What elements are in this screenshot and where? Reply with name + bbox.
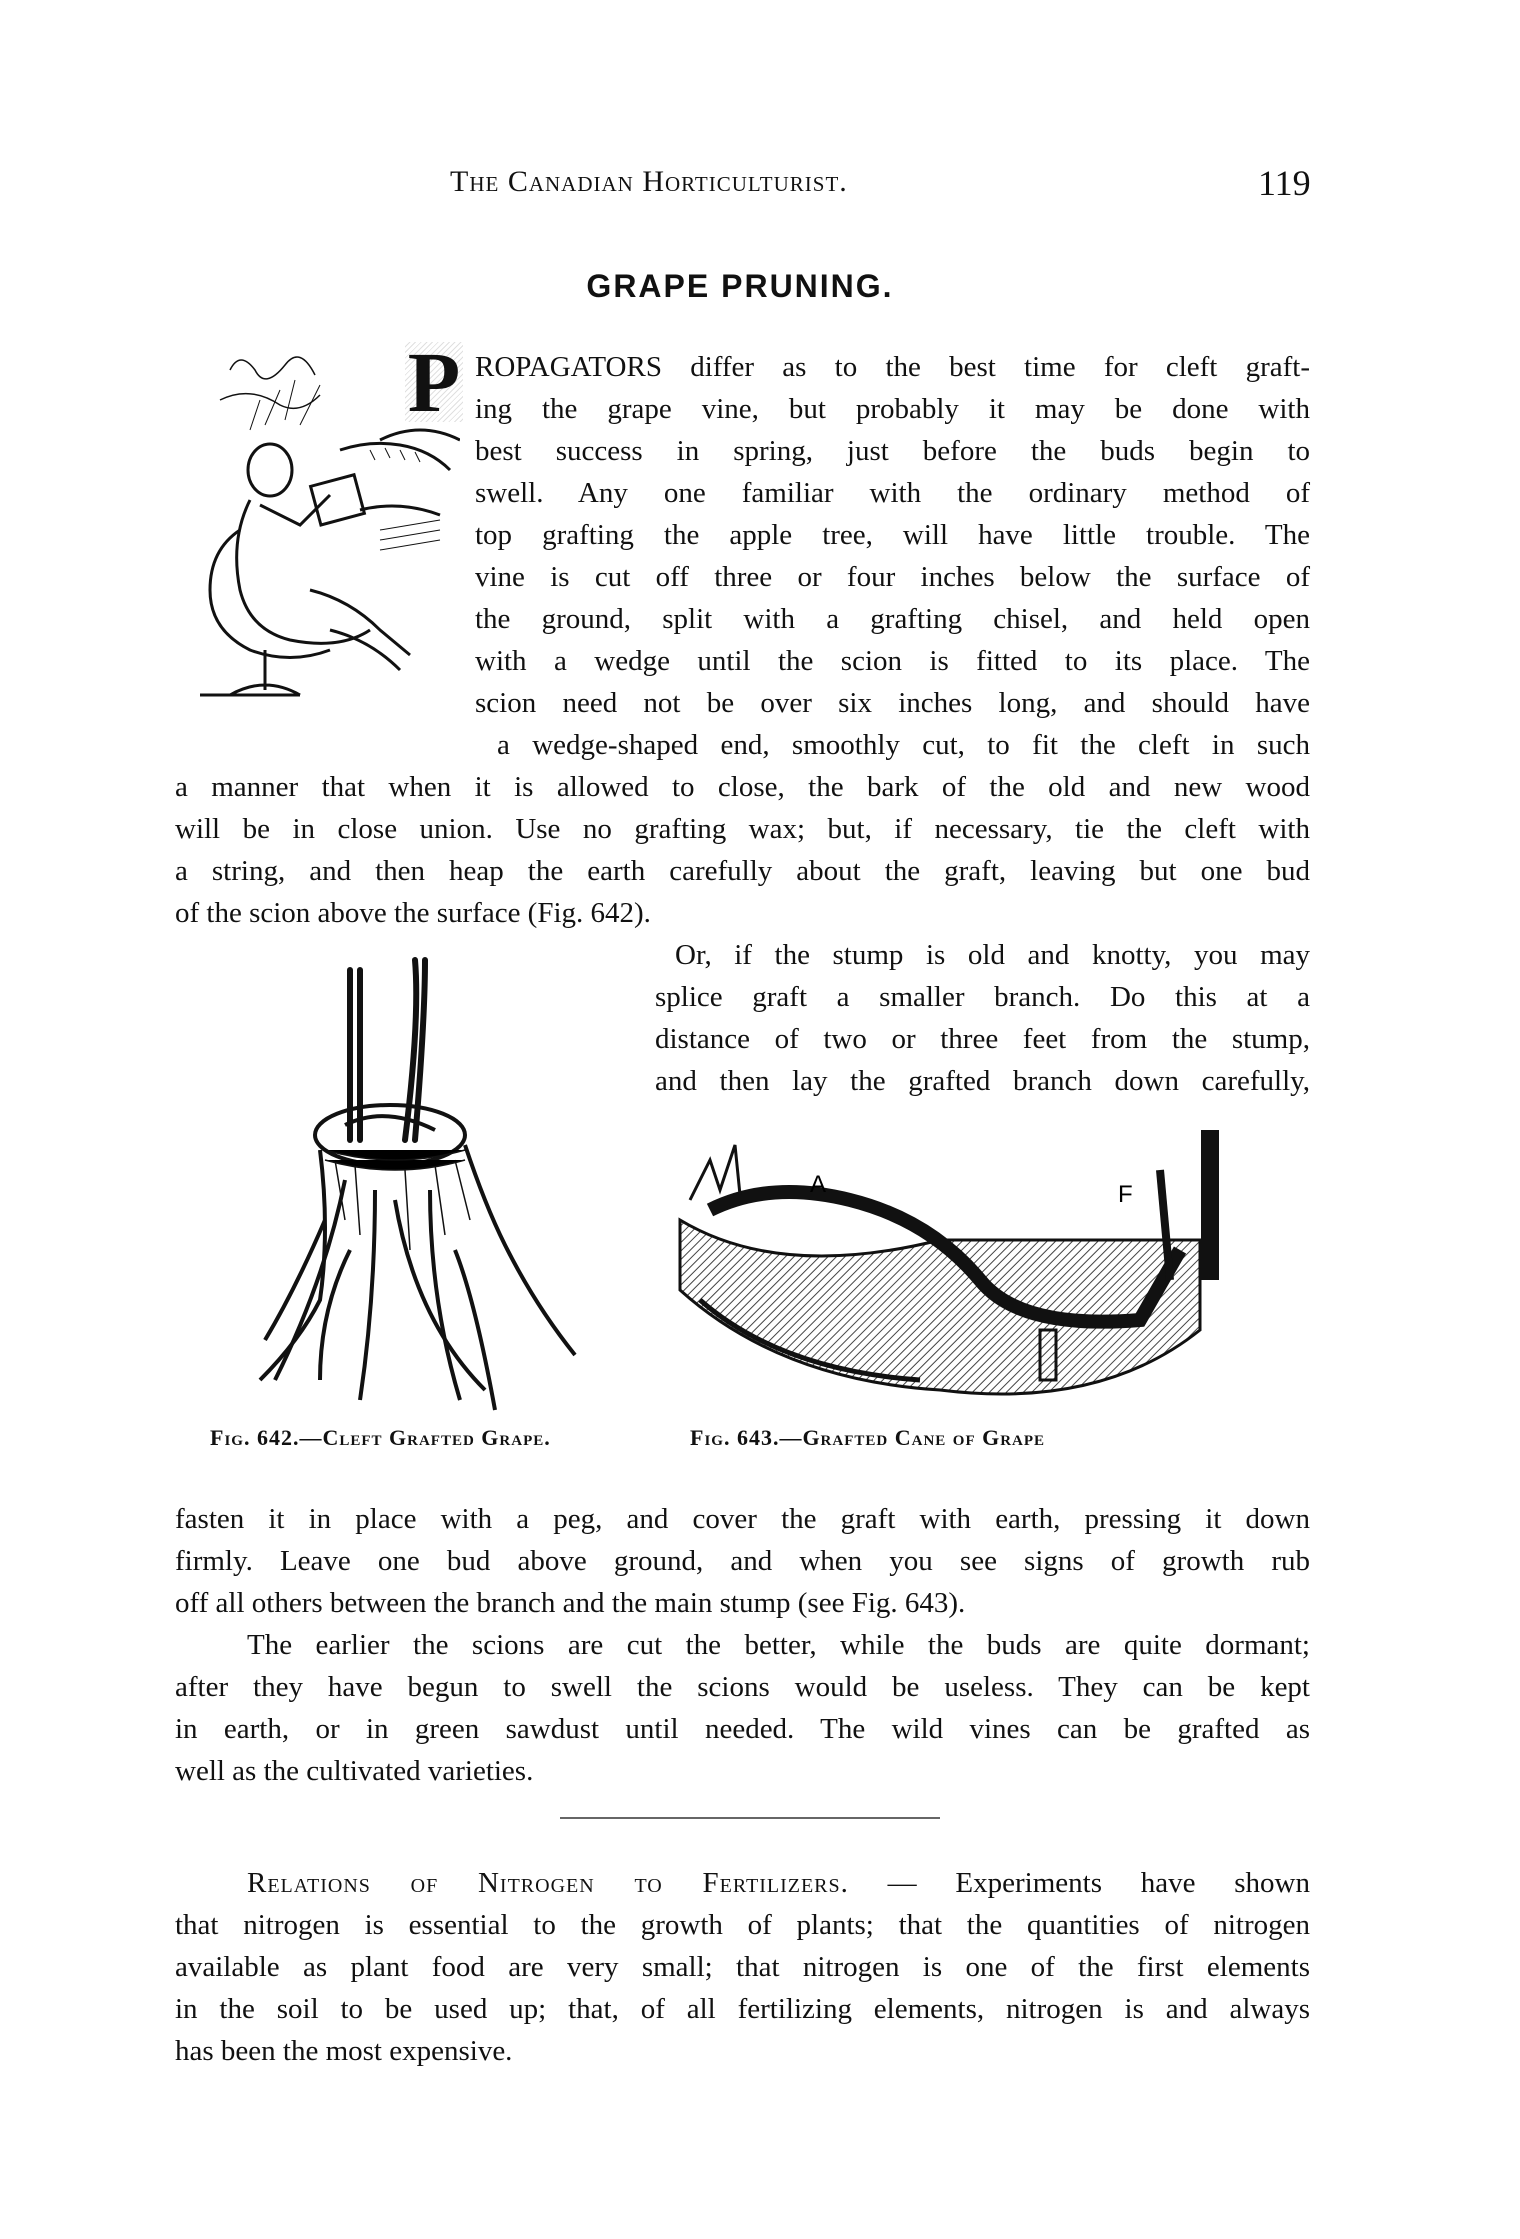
text-line: distance of two or three feet from the stump, — [655, 1023, 1310, 1055]
text-line: a string, and then heap the earth carefully about the graft, leaving but one bud — [175, 855, 1310, 887]
paragraph-4 — [175, 1624, 1310, 1792]
figure-label-f: F — [1118, 1181, 1133, 1208]
fig-643-caption: Fig. 643.—Grafted Cane of Grape — [690, 1425, 1046, 1450]
text-line — [175, 1862, 1310, 1904]
running-head: The Canadian Horticulturist. — [450, 165, 848, 198]
text-line: Or, if the stump is old and knotty, you may — [675, 939, 1310, 971]
text-line: with a wedge until the scion is fitted to its place. The — [475, 645, 1310, 677]
text-line: fasten it in place with a peg, and cover the graft with earth, pressing it down — [175, 1503, 1310, 1535]
figure-label-a: A — [810, 1171, 827, 1198]
paragraph-3 — [175, 1498, 1310, 1624]
paragraph-1-full — [175, 766, 1310, 934]
paragraph-2 — [655, 934, 1310, 1102]
text-line: vine is cut off three or four inches below the surface of — [475, 561, 1310, 593]
text-line: will be in close union. Use no grafting wax; but, if necessary, tie the cleft with — [175, 813, 1310, 845]
text-line: best success in spring, just before the buds begin to — [475, 435, 1310, 467]
fig-642-caption: Fig. 642.—Cleft Grafted Grape. — [210, 1425, 551, 1450]
text-line: well as the cultivated varieties. — [175, 1755, 534, 1787]
section-separator — [560, 1817, 940, 1819]
text-line: splice graft a smaller branch. Do this at a — [655, 981, 1310, 1013]
text-line: available as plant food are very small; that nitrogen is one of the first elements — [175, 1951, 1310, 1983]
paragraph-1-indented — [475, 346, 1310, 724]
text-line: scion need not be over six inches long, and should have — [475, 687, 1310, 719]
grafted-cane-figure — [670, 1100, 1250, 1420]
paragraph-1-indented-last — [497, 724, 1310, 766]
text-line: in earth, or in green sawdust until needed. The wild vines can be grafted as — [175, 1713, 1310, 1745]
text-line: a manner that when it is allowed to close, the bark of the old and new wood — [175, 771, 1310, 803]
article-title: GRAPE PRUNING. — [586, 268, 894, 304]
page-number: 119 — [1258, 163, 1311, 203]
text-line: the ground, split with a grafting chisel, and held open — [475, 603, 1310, 635]
text-line: after they have begun to swell the scions would be useless. They can be kept — [175, 1671, 1310, 1703]
text-line: of the scion above the surface (Fig. 642). — [175, 897, 651, 929]
text-line: firmly. Leave one bud above ground, and when you see signs of growth rub — [175, 1545, 1310, 1577]
section-heading: Relations of Nitrogen to Fertilizers. — [247, 1867, 849, 1899]
text-line: The earlier the scions are cut the better, while the buds are quite dormant; — [247, 1629, 1310, 1661]
drop-cap-letter: P — [405, 342, 463, 422]
text-line: a wedge-shaped end, smoothly cut, to fit the cleft in such — [497, 729, 1310, 761]
text-line: off all others between the branch and the main stump (see Fig. 643). — [175, 1587, 966, 1619]
text-line: that nitrogen is essential to the growth of plants; that the quantities of nitrogen — [175, 1909, 1310, 1941]
text-line: top grafting the apple tree, will have little trouble. The — [475, 519, 1310, 551]
text-line: in the soil to be used up; that, of all fertilizing elements, nitrogen is and always — [175, 1993, 1310, 2025]
nitrogen-paragraph — [175, 1862, 1310, 2072]
text-line: and then lay the grafted branch down carefully, — [655, 1065, 1310, 1097]
heading-continuation: — Experiments have shown — [887, 1867, 1311, 1899]
text-line: swell. Any one familiar with the ordinary method of — [475, 477, 1310, 509]
text-line: has been the most expensive. — [175, 2035, 513, 2067]
text-line: ing the grape vine, but probably it may be done with — [475, 393, 1310, 425]
cleft-graft-figure — [255, 950, 595, 1420]
text-line: ROPAGATORS differ as to the best time for cleft graft- — [475, 351, 1310, 383]
